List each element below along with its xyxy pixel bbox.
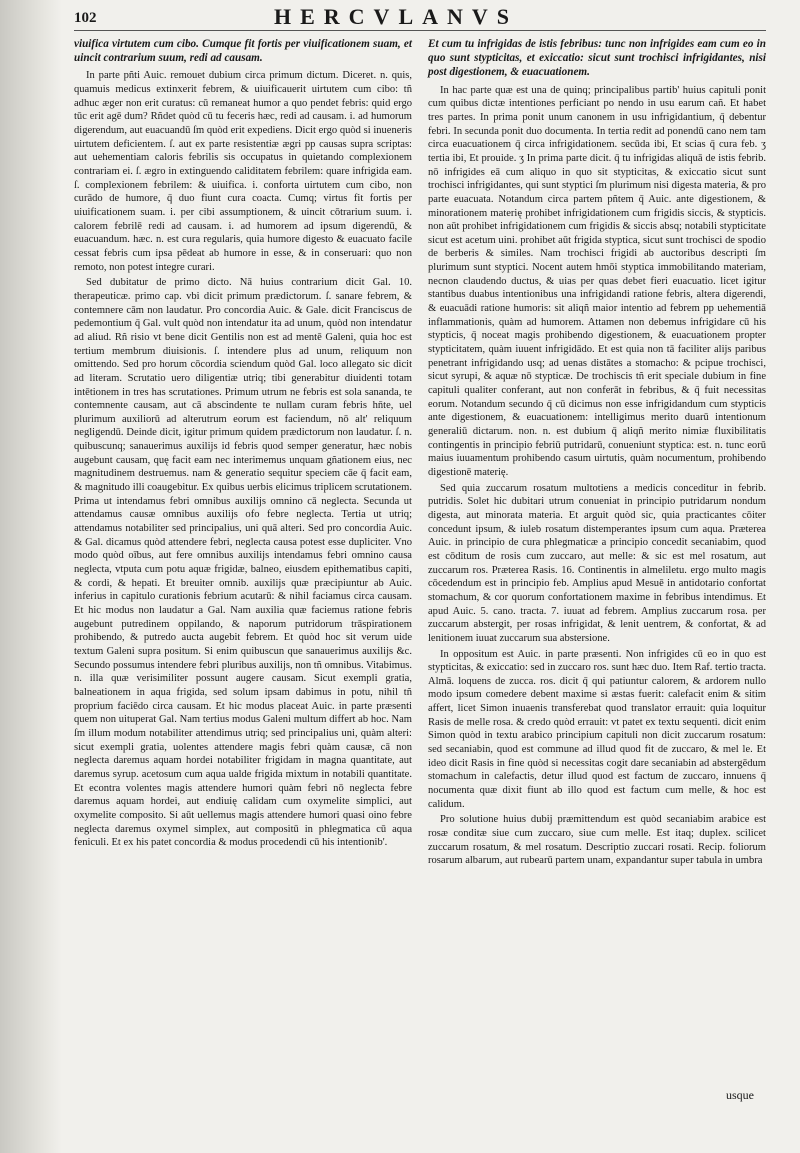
right-paragraph-4: Pro solutione huius dubij præmittendum est quòd secaniabim arabice est rosæ conditæ siue cum zuccaro, siue cum melle. Est itaq; duplex. scilicet zuccarum rosatum, & mel rosatum. Descriptio zuccari rosati. Recip. foliorum rosarum albarum, aut rubearū partem unam, expandantur super tabula in umbra (428, 814, 766, 867)
right-column (428, 37, 766, 868)
page-header (74, 0, 766, 31)
right-paragraph-3: In oppositum est Auic. in parte præsenti. Non infrigides cū eo in quo est stypticitas, & exiccatio: sed in zuccaro ros. sunt hæc duo. Item Raf. tertio tracta. Almā. loquens de zucca. ros. dicit q̄ qui patiuntur calorem, & ardorem nullo modo ipsum comedere debent maxime si æstas fuerit: calefacit enim & sitim affert, licet Simon inuaenis transferebat quod translator errauit: quia loquitur Rasis de melle rosa. & credo quòd errauit: vt patet ex textu sequenti. dicit enim Simon quòd in textu arabico principium capituli non dicit zuccarum rosatum: sed secaniabin, quod est commune ad illud quod fit de zuccaro, & mel le. Et ideo dicit Rasis in fine quòd si necessitas cogit dare secaniabin ad abstergēdum stomachum in calefactis, detur illud quod est factum de zuccaro, innuens q̄ nocumenta quæ dixit fiunt ab illo quod est factum cum melle, & hoc est calidum. (428, 648, 766, 810)
right-paragraph-2: Sed quia zuccarum rosatum multotiens a medicis conceditur in febrib. putridis. Solet hic dubitari utrum conueniat in principio putridarum nondum digesta, aut minorata materia. Et arguit quòd sic, quia practicantes cōiter concedunt ipsum, & iuleb rosatum distemperantes ipsum cum aqua. Præterea Auic. in principio de cura phlegmaticæ a principio concedit secaniabim, quod est cōditum de rosis cum zuccaro, aut melle: & sic est mel rosatum, aut zuccarum ros. Præterea Rasis. 16. Continentis in almeliletu. ergo multo magis cōcedendum est in principio feb. Amplius apud Mesuē in antidotario confortat stomachum, & cor quorum confortationem maxime in febribus intendimus. Et apud Auic. 5. cano. tracta. 7. iuuat ad febrem. Amplius zuccarum rosa. per zuccarum abstergit, per rosas infrigidat, & lenit uentrem, & confortat, & ad lenitionem iuuat zuccarum sua abstersione. (428, 482, 766, 644)
catchword: usque (726, 1088, 754, 1102)
page-gutter-shadow (0, 0, 62, 1153)
right-lemma: Et cum tu infrigidas de istis febribus: tunc non infrigides eam cum eo in quo sunt stypticitas, et exiccatio: sicut sunt trochisci infrigidantes, nisi post digestionem, & euacuationem. (428, 38, 766, 79)
left-lemma: viuifica virtutem cum cibo. Cumque fit fortis per viuificationem suam, et uincit contrarium suum, redi ad causam. (74, 38, 412, 65)
right-paragraph-1: In hac parte quæ est una de quinq; principalibus partib' huius capituli ponit cum quibus dictæ intentiones perficiant po nendo in usu earum cañ. Et habet tres partes. In prima ponit unum canonem in usu infrigidantium, q̄ debentur febri. In secunda ponit duo documenta. In tertia redit ad ponendū cano nem tam circa euacuationem q̄ circa infrigidationem. secūda ibi, Et scias q̄ cura feb. ʒ tertia ibi, Et prouide. ʒ In prima parte dicit. q̄ tu infrigidas aliquā de istis febrib. nō infrigides eā cum aliquo in quo sit stypticitas, & exiccatio sicut sunt trochisci infrigidantes, qui sunt styptici ſm plurimum nisi digesta materia, & pro parte euacuata. Notandum circa partem pñtem q̄ Auic. ante digestionem, & minorationem materię prohibet infrigidationem cum frigidis siccis, & stypticis. non aūt prohibet infrigidationem cum frigidis & siccis absq; notabili stypticitate sicut est acetum uini. prohibet aūt frigida styptica, sicut sunt trochisci de spodio de berberis & similes. Nam trochisci frigidi ab auctoribus descripti ſm plurimum sunt styptici. Nocent autem hmōi styptica immobilitando materiam, necnon claudendo ductus, & uias per quas debet fieri euacuatio. licet igitur stantibus duabus intentionibus una infrigidandi ratione febris, altera digerendi, & euacuādi ratione humoris: sit aliqñ maior intentio ad febrem pp uehementiā inflammationis, quàm ad humorem. Attamen non debemus infrigidare cū his stypticis, q̄ noceat magis prohibendo digestionem, & euacuationem propter stypticitatem, quàm iuuent infrigidādo. Et est quia non tā faciliter alijs paribus penetrant infrigidando usq; ad uenas distātes a stomacho: & pcipue trochisci, sicut syrupi, & aquæ nō stypticæ. De trochiscis tñ erit speciale dubium in fine capituli qualiter conferant, aut non conferāt in febribus, & q̄ fuit necessitas eorum. Notandum secundo q̄ cū dicimus non esse infrigidandum cum stypticis ante digestionem, & euacuationem: intelligimus merito duarū intentionum generaliū dictarum. non. n. est dubium q̄ aliqñ merito nimiæ fluxibilitatis contingentis in principio febriū putridarū, conueniunt styptica: est. n. tunc eorū maius iuuamentum prohibendo casum uirtutis, quàm nocumentum, prohibendo digestionē materię. (428, 84, 766, 478)
text-columns (74, 37, 766, 868)
left-paragraph-1: In parte pñti Auic. remouet dubium circa primum dictum. Diceret. n. quis, quamuis medicus extinxerit febrem, & uiuificauerit uirtutem cum cibo: tñ adhuc æger non erit curatus: cū remaneat humor a quo pendet febris: quid ergo tūc erit agē dum? Rñdet quòd cū tu feceris hæc, redi ad causam. i. ad humorum digerendum, aut euacuandū ſm quòd erit expediens. Dicit ergo quòd si inueneris uirtutem deficientem. ſ. aut ex parte resistentiæ ægri pp causas supra scriptas: aut uehementiam caloris febrilis sis occupatus in quietando complexionem contrariam ei. ſ. ægro in extinguendo caliditatem febrilem: quare infrigida eam. ſ. complexionem febrilem: & uiuifica. i. conforta uirtutem cum cibo, non curādo de humore, q̄ duo fiunt cura coacta. Cumq; virtus fit fortis per uiuificationem suam. i. per cibi assumptionem, & uincit cōtrarium suum. i. calorem febrilē redi ad causam. i. ad humorem ad ipsum digerendū, & euacuandum. hæc. n. est cura regularis, quia humore digesto & euacuato facile cessat febris cum ipsa pēdeat ab humore in esse, & in conseruari: quo non remoto, non potest integre curari. (74, 70, 412, 273)
left-paragraph-2: Sed dubitatur de primo dicto. Nā huius contrarium dicit Gal. 10. therapeuticæ. primo cap. vbi dicit primum prædictorum. ſ. sanare febrem, & contemnere cām non laudatur. Pro concordia Auic. & Gale. dicit Franciscus de pedemontium q̄ Gal. vult quòd non intendatur ita ad unum, quòd non intendatur ad aliud. Rñ risio vt bene dicit Gentilis non est ad mentē Galeni, quia hoc est tertium membrum diuisionis. ſ. intendere plus ad unum, reliquum non omittendo. Sed pro horum cōcordia sciendum quòd Gal. loco allegato sic dicit ad literam. Scrutatio uero diligentiæ utriq; tibi generabitur diuidenti totam intētionem in tres has scrutationes. Primum utrum ne febris est sola sananda, te contemnente causam, aut cā abscindente te nullam curam febris hn̄te, uel plurimum auxiliorū ad alterutrum eorum est faciendum, nō alt' reliquum negligendū. Deinde dicit, igitur primum quidem prædictorum non laudatur. ſ. n. quibuscunq; sanauerimus auxilijs id febris quod semper generatur, hæc nobis augebunt causam, quę facit eam nec interimemus unquam gñationem eius, nec magnitudinem destruemus. nam & generatio sequitur speciem cāe q̄ facit eam, & magnitudo illi coaugebitur. Ex quibus uerbis elicimus triplicem scrutationem. Prima ut intendamus febri omnibus auxilijs omnino cā neglecta. Secunda ut attendamus causæ omnibus auxilijs ofo febre neglecta. Tertia ut utriq; attendamus notabiliter sed principalius, uni quā alteri. Sed pro concordia Auic. & Gal. dicamus quòd attendere febri, neglecta causa potest esse dupliciter. Vno modo quòd oībus, aut fere omnibus auxilijs intendamus febri omnino causa neglecta, vtputa cum potu aquæ frigidæ, balneo, eiusdem epithematibus capiti, & cordi, & hepati. Et breuiter omnib. auxilijs quæ præcipiuntur ab Auic. inferius in capitulo curationis febrium acutarū: & nihil faciamus circa causam. Et hic modus non laudatur a Gal. Nam auxilia quæ faciemus ratione febris augebunt putredinem oppilando, & naporum putridorum trāspirationem prohibendo, & putredo aucta augebit febrem. Et quòd hoc sit verum uide textum Galeni supra positum. Si enim quibuscun que sanauerimus auxilijs &c. Secundo possumus intendere febri pluribus auxilijs, non tñ omnibus. Vitabimus. n. illa quæ verisimiliter possunt augere causam. Sicut exempli gratia, balneationem in aqua frigida, sed solum ipsam dabimus in potu, nihil tñ proprium faciēdo circa causam. Et hic modus placeat Auic. in parte præsenti quem non uituperat Gal. Nam tertius modus Galeni multum differt ab hoc. Nam ſm illum modum notabiliter attendimus utriq; sed principalius uni, quàm alteri: sicut exempli gratia, uolentes attendere magis febri quàm causæ, cā non neglecta daremus aquam hordei notabiliter frigidam in magna quantitate, aut daremus syrup. acetosum cum aqua ualde frigida mixtum in notabili quantitate. Et econtra volentes magis attendere humori quàm febri nō neglecta febre daremus aquam hordei, aut endiuię calidam cum oxymelite simplici, aut oxymelite composito. Si aūt uellemus magis attendere humori quasi oino febre neglecta daremus oxymel simplex, aut compositū in phlegmatica cū aqua feniculi. Et ex his patet concordia & modus procedendi cū his intentionib'. (74, 277, 412, 849)
running-title: HERCVLANVS (274, 4, 519, 29)
page-number: 102 (74, 10, 97, 26)
left-column (74, 37, 412, 868)
